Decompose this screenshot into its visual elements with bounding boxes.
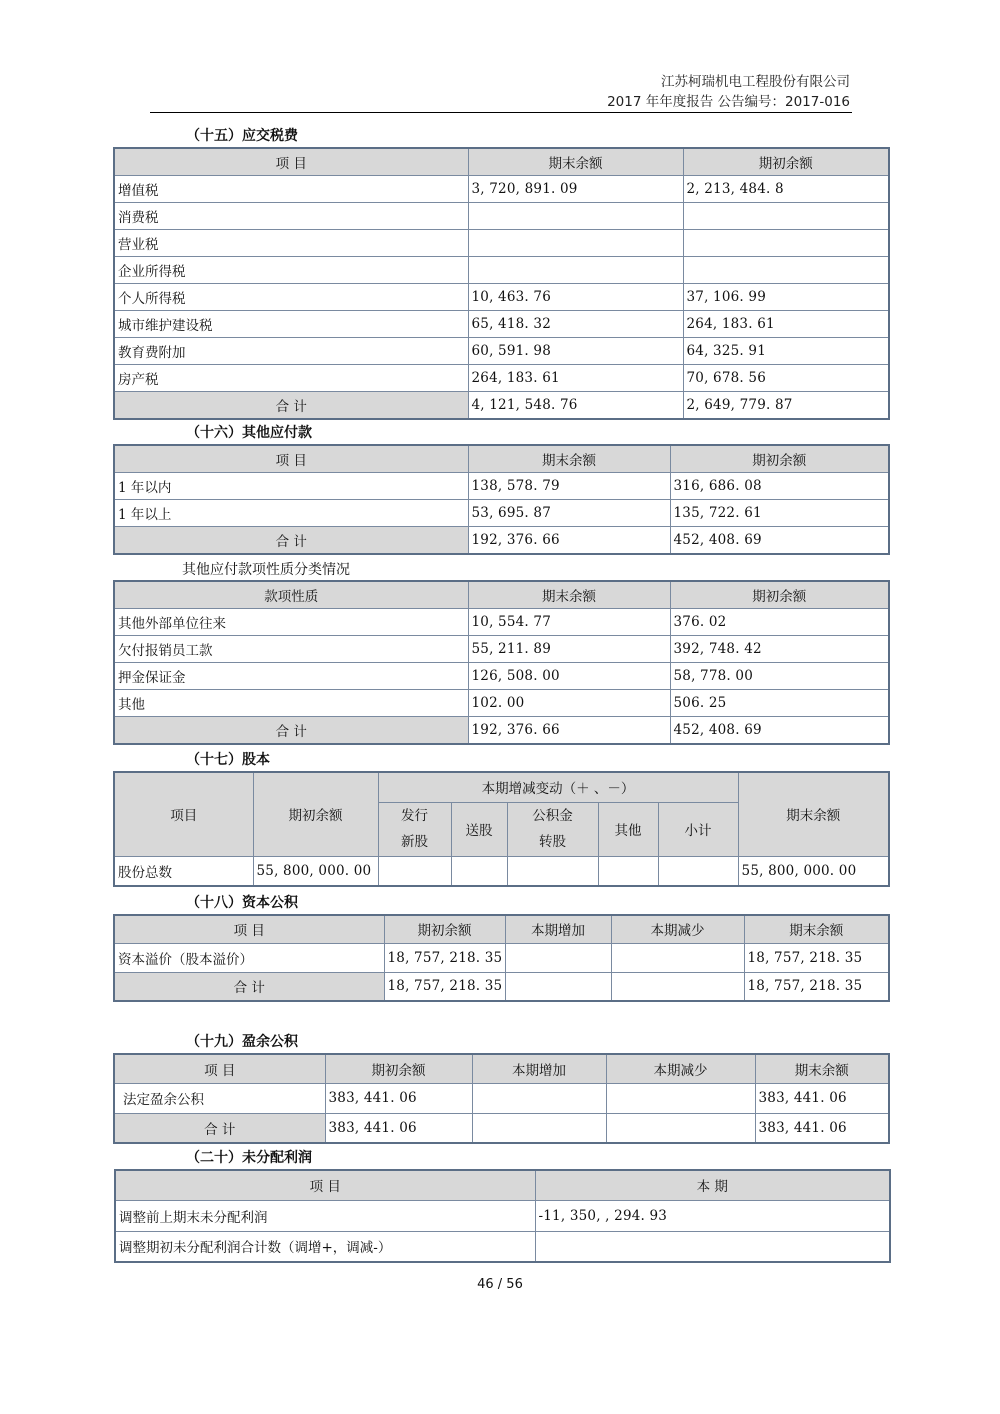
increase [472, 1083, 606, 1113]
share-capital-table [113, 771, 890, 887]
total-end: 18, 757, 218. 35 [744, 972, 889, 1001]
total-label: 合 计 [114, 717, 468, 745]
reserve-value [507, 856, 598, 886]
begin-balance [683, 230, 889, 257]
header-cell: 项 目 [114, 1054, 325, 1083]
header-cell: 期末余额 [468, 581, 670, 609]
header-new-issue-line1: 发行 [401, 808, 428, 824]
header-reserve-line2: 转股 [539, 834, 566, 850]
decrease [606, 1083, 755, 1113]
header-cell: 期初余额 [384, 915, 505, 943]
table-row [114, 473, 889, 500]
total-decrease [611, 972, 744, 1001]
header-cell: 本期增加 [505, 915, 611, 943]
header-cell: 期初余额 [683, 148, 889, 176]
row-label: 教育费附加 [114, 338, 468, 365]
total-row [114, 392, 889, 420]
begin-balance: 70, 678. 56 [683, 365, 889, 392]
table-row [114, 609, 889, 636]
header-cell: 期初余额 [670, 445, 889, 473]
begin-balance: 18, 757, 218. 35 [384, 943, 505, 972]
total-increase [505, 972, 611, 1001]
begin-balance: 2, 213, 484. 8 [683, 176, 889, 203]
header-cell: 期末余额 [468, 148, 683, 176]
total-label: 合 计 [114, 1113, 325, 1143]
header-subtotal: 小计 [658, 802, 738, 856]
begin-balance: 506. 25 [670, 690, 889, 717]
tax-payable-table [113, 147, 890, 420]
row-label: 其他 [114, 690, 468, 717]
table-header-row [114, 445, 889, 473]
header-cell: 本期减少 [606, 1054, 755, 1083]
table-row [115, 1200, 890, 1231]
section-title-15: （十五）应交税费 [186, 128, 298, 144]
total-begin: 452, 408. 69 [670, 717, 889, 745]
current-value [535, 1231, 890, 1262]
begin-balance: 37, 106. 99 [683, 284, 889, 311]
table-row [114, 636, 889, 663]
end-balance: 55, 211. 89 [468, 636, 670, 663]
total-label: 合 计 [114, 392, 468, 420]
begin-balance: 55, 800, 000. 00 [253, 856, 378, 886]
total-increase [472, 1113, 606, 1143]
end-balance [468, 230, 683, 257]
table-row [114, 500, 889, 527]
header-cell: 本期减少 [611, 915, 744, 943]
current-value: -11, 350, , 294. 93 [535, 1200, 890, 1231]
total-end: 4, 121, 548. 76 [468, 392, 683, 420]
bonus-value [451, 856, 507, 886]
total-label: 合 计 [114, 972, 384, 1001]
begin-balance: 383, 441. 06 [325, 1083, 472, 1113]
total-end: 383, 441. 06 [755, 1113, 889, 1143]
header-cell: 本 期 [535, 1170, 890, 1200]
total-end: 192, 376. 66 [468, 717, 670, 745]
row-label: 调整前上期末未分配利润 [115, 1200, 535, 1231]
row-label: 押金保证金 [114, 663, 468, 690]
begin-balance: 316, 686. 08 [670, 473, 889, 500]
total-begin: 452, 408. 69 [670, 527, 889, 555]
table-row [115, 1231, 890, 1262]
row-label: 营业税 [114, 230, 468, 257]
header-cell: 期末余额 [755, 1054, 889, 1083]
row-label: 欠付报销员工款 [114, 636, 468, 663]
total-row [114, 972, 889, 1001]
company-name: 江苏柯瑞机电工程股份有限公司 [661, 74, 850, 90]
increase [505, 943, 611, 972]
total-begin: 2, 649, 779. 87 [683, 392, 889, 420]
total-end: 192, 376. 66 [468, 527, 670, 555]
table-header-row [114, 772, 889, 802]
row-label: 消费税 [114, 203, 468, 230]
row-label: 房产税 [114, 365, 468, 392]
table-row [114, 338, 889, 365]
table-row [114, 203, 889, 230]
table-row [114, 230, 889, 257]
page-header [150, 72, 850, 112]
end-balance: 53, 695. 87 [468, 500, 670, 527]
table-row [114, 856, 889, 886]
header-new-issue-line2: 新股 [401, 834, 428, 850]
header-begin: 期初余额 [253, 772, 378, 856]
begin-balance: 392, 748. 42 [670, 636, 889, 663]
end-balance: 10, 463. 76 [468, 284, 683, 311]
header-divider [150, 112, 852, 113]
total-row [114, 717, 889, 745]
end-balance [468, 257, 683, 284]
header-cell: 款项性质 [114, 581, 468, 609]
begin-balance [683, 257, 889, 284]
table-row [114, 663, 889, 690]
header-cell: 本期增加 [472, 1054, 606, 1083]
table-row [114, 943, 889, 972]
end-balance: 138, 578. 79 [468, 473, 670, 500]
new-issue-value [378, 856, 451, 886]
begin-balance: 376. 02 [670, 609, 889, 636]
table-row [114, 365, 889, 392]
end-balance: 60, 591. 98 [468, 338, 683, 365]
payables-nature-table [113, 580, 890, 745]
total-row [114, 527, 889, 555]
table-row [114, 690, 889, 717]
section-title-16: （十六）其他应付款 [186, 425, 312, 441]
classification-note: 其他应付款项性质分类情况 [182, 562, 350, 578]
table-header-row [114, 915, 889, 943]
row-label: 1 年以上 [114, 500, 468, 527]
subtotal-value [658, 856, 738, 886]
end-balance: 65, 418. 32 [468, 311, 683, 338]
header-item: 项目 [114, 772, 253, 856]
decrease [611, 943, 744, 972]
header-bonus-share: 送股 [451, 802, 507, 856]
section-title-19: （十九）盈余公积 [186, 1034, 298, 1050]
header-cell: 期末余额 [744, 915, 889, 943]
begin-balance: 135, 722. 61 [670, 500, 889, 527]
surplus-reserve-table [113, 1053, 890, 1144]
table-row [114, 1083, 889, 1113]
table-header-row [114, 148, 889, 176]
total-begin: 18, 757, 218. 35 [384, 972, 505, 1001]
total-decrease [606, 1113, 755, 1143]
row-label: 其他外部单位往来 [114, 609, 468, 636]
end-balance [468, 203, 683, 230]
header-cell: 期初余额 [670, 581, 889, 609]
end-balance: 383, 441. 06 [755, 1083, 889, 1113]
header-reserve-line1: 公积金 [532, 808, 573, 824]
header-cell: 项 目 [114, 915, 384, 943]
other-value [598, 856, 658, 886]
table-row [114, 284, 889, 311]
row-label: 资本溢价（股本溢价） [114, 943, 384, 972]
header-cell: 期初余额 [325, 1054, 472, 1083]
row-label: 企业所得税 [114, 257, 468, 284]
begin-balance: 264, 183. 61 [683, 311, 889, 338]
table-row [114, 176, 889, 203]
begin-balance [683, 203, 889, 230]
row-label: 1 年以内 [114, 473, 468, 500]
begin-balance: 58, 778. 00 [670, 663, 889, 690]
end-balance: 126, 508. 00 [468, 663, 670, 690]
end-balance: 264, 183. 61 [468, 365, 683, 392]
row-label: 调整期初未分配利润合计数（调增+，调减-） [115, 1231, 535, 1262]
row-label: 个人所得税 [114, 284, 468, 311]
table-row [114, 257, 889, 284]
begin-balance: 64, 325. 91 [683, 338, 889, 365]
header-cell: 项 目 [114, 445, 468, 473]
header-change: 本期增减变动（＋ 、－） [378, 772, 738, 802]
section-title-17: （十七）股本 [186, 752, 270, 768]
table-header-row [114, 581, 889, 609]
table-header-row [115, 1170, 890, 1200]
capital-reserve-table [113, 914, 890, 1002]
section-title-18: （十八）资本公积 [186, 895, 298, 911]
other-payables-table [113, 444, 890, 555]
page-number: 46 / 56 [477, 1277, 523, 1292]
table-row [114, 311, 889, 338]
header-cell: 项 目 [115, 1170, 535, 1200]
end-balance: 3, 720, 891. 09 [468, 176, 683, 203]
end-balance: 102. 00 [468, 690, 670, 717]
total-begin: 383, 441. 06 [325, 1113, 472, 1143]
header-reserve-conversion [507, 802, 598, 856]
row-label: 法定盈余公积 [114, 1083, 325, 1113]
undistributed-profit-table [114, 1169, 891, 1263]
total-row [114, 1113, 889, 1143]
end-balance: 10, 554. 77 [468, 609, 670, 636]
header-cell: 期末余额 [468, 445, 670, 473]
report-id: 2017 年年度报告 公告编号：2017-016 [607, 94, 850, 110]
total-label: 合 计 [114, 527, 468, 555]
header-new-issue [378, 802, 451, 856]
row-label: 股份总数 [114, 856, 253, 886]
section-title-20: （二十）未分配利润 [186, 1150, 312, 1166]
end-balance: 55, 800, 000. 00 [738, 856, 889, 886]
end-balance: 18, 757, 218. 35 [744, 943, 889, 972]
header-other: 其他 [598, 802, 658, 856]
row-label: 城市维护建设税 [114, 311, 468, 338]
table-header-row [114, 1054, 889, 1083]
header-end: 期末余额 [738, 772, 889, 856]
header-cell: 项 目 [114, 148, 468, 176]
row-label: 增值税 [114, 176, 468, 203]
